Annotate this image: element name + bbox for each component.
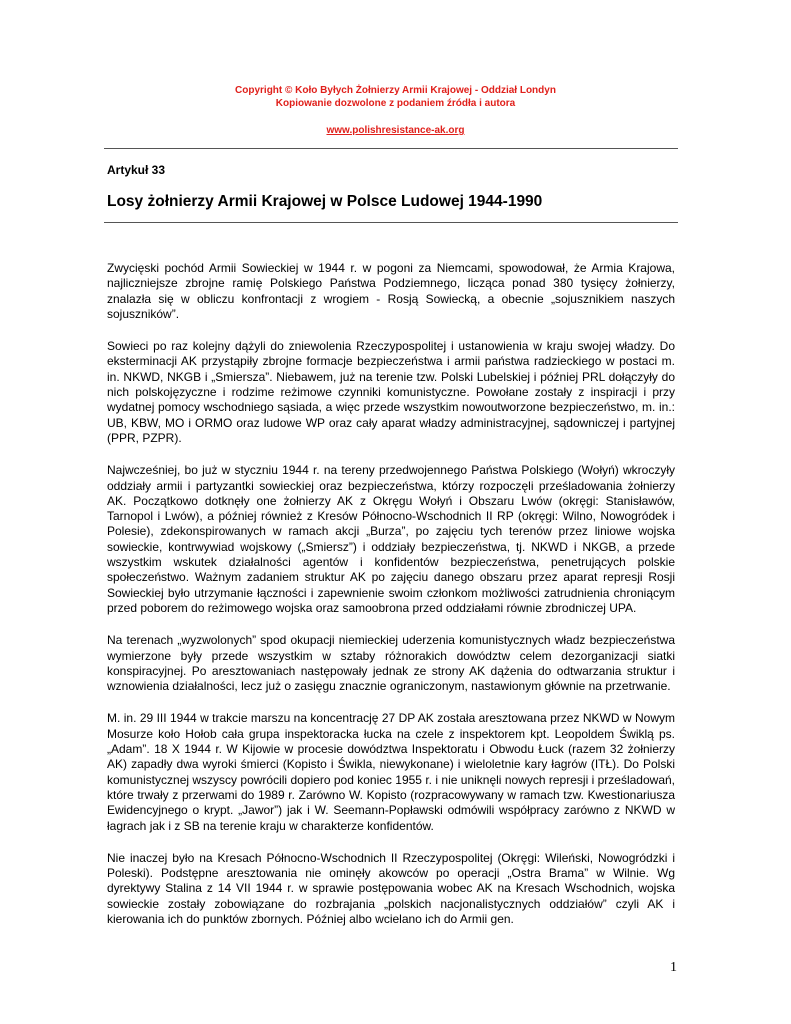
page-number: 1 <box>670 960 677 975</box>
article-number: Artykuł 33 <box>107 163 166 177</box>
website-link[interactable]: www.polishresistance-ak.org <box>326 125 465 136</box>
paragraph: Nie inaczej było na Kresach Północno-Wschodnich II Rzeczypospolitej (Okręgi: Wileński, Nowogródzki i Poleski). Podstępne aresztowania nie ominęły akowców po operacji „Ostra Brama” w Wilnie. Wg dyrektywy Stalina z 14 VII 1944 r. w sprawie postępowania wobec AK na Kresach Wschodnich, wojska sowieckie zostały zobowiązane do rozbrajania „polskich nacjonalistycznych oddziałów” czyli AK i kierowania ich do punktów zbornych. Później albo wcielano ich do Armii gen. <box>107 850 675 926</box>
copyright-line-1: Copyright © Koło Byłych Żołnierzy Armii Krajowej - Oddział Londyn <box>235 85 556 96</box>
title-divider <box>104 222 678 223</box>
paragraph: Najwcześniej, bo już w styczniu 1944 r. na tereny przedwojennego Państwa Polskiego (Wołyń) wkroczyły oddziały armii i partyzantki sowieckiej oraz bezpieczeństwa, którzy rozpoczęli prześladowania żołnierzy AK. Początkowo dotknęły one żołnierzy AK z Okręgu Wołyń i Obszaru Lwów (okręgi: Stanisławów, Tarnopol i Lwów), a później również z Kresów Północno-Wschodnich II RP (okręgi: Wilno, Nowogródek i Polesie), zdekonspirowanych w ramach akcji „Burza”, po zajęciu tych terenów przez liniowe wojska sowieckie, kontrwywiad wojskowy („Smiersz”) i oddziały bezpieczeństwa, tj. NKWD i NKGB, a przede wszystkim wskutek działalności agentów i konfidentów bezpieczeństwa, penetrujących polskie społeczeństwo. Ważnym zadaniem struktur AK po zajęciu danego obszaru przez aparat represji Rosji Sowieckiej było utrzymanie łączności i zapewnienie swoim członkom możliwości zatrudnienia chroniącym przed poborem do reżimowego wojska oraz samoobrona przed oddziałami równie zbrodniczej UPA. <box>107 463 675 615</box>
copyright-line-2: Kopiowanie dozwolone z podaniem źródła i autora <box>275 98 516 109</box>
website-line <box>0 124 791 137</box>
article-body <box>107 261 675 944</box>
header-divider <box>104 148 678 149</box>
paragraph: M. in. 29 III 1944 w trakcie marszu na koncentrację 27 DP AK została aresztowana przez NKWD w Nowym Mosurze koło Hołob cała grupa inspektoracka łucka na czele z inspektorem kpt. Leopoldem Świklą ps. „Adam”. 18 X 1944 r. W Kijowie w procesie dowództwa Inspektoratu i Obwodu Łuck (razem 32 żołnierzy AK) zapadły dwa wyroki śmierci (Kopisto i Świkla, niewykonane) i wieloletnie kary łagrów (ITŁ). Do Polski komunistycznej wszyscy powrócili dopiero pod koniec 1955 r. i nie uniknęli nowych represji i prześladowań, które trwały z przerwami do 1989 r. Zarówno W. Kopisto (rozpracowywany w ramach tzw. Kwestionariusza Ewidencyjnego o krypt. „Jawor”) jak i W. Seemann-Popławski odmówili współpracy zarówno z NKWD w łagrach jak i z SB na terenie kraju w charakterze konfidentów. <box>107 711 675 833</box>
article-title: Losy żołnierzy Armii Krajowej w Polsce Ludowej 1944-1990 <box>107 193 543 210</box>
paragraph: Sowieci po raz kolejny dążyli do zniewolenia Rzeczypospolitej i ustanowienia w kraju swojej władzy. Do eksterminacji AK przystąpiły zbrojne formacje bezpieczeństwa i armii państwa radzieckiego w postaci m. in. NKWD, NKGB i „Smiersza”. Niebawem, już na terenie tzw. Polski Lubelskiej i później PRL dołączyły do nich polskojęzyczne i rodzime reżimowe czynniki komunistyczne. Powołane zostały z inspiracji i przy wydatnej pomocy wschodniego sąsiada, a więc przede wszystkim nowoutworzone bezpieczeństwo, m. in.: UB, KBW, MO i ORMO oraz ludowe WP oraz cały aparat władzy administracyjnej, sądowniczej i partyjnej (PPR, PZPR). <box>107 339 675 445</box>
paragraph: Na terenach „wyzwolonych” spod okupacji niemieckiej uderzenia komunistycznych władz bezpieczeństwa wymierzone były przede wszystkim w sztaby różnorakich dowództw celem dezorganizacji siatki konspiracyjnej. Po aresztowaniach następowały jednak ze strony AK dążenia do odtwarzania struktur i wznowienia działalności, lecz już o zasięgu znacznie ograniczonym, nastawionym głównie na przetrwanie. <box>107 633 675 694</box>
copyright-notice <box>0 84 791 110</box>
paragraph: Zwycięski pochód Armii Sowieckiej w 1944 r. w pogoni za Niemcami, spowodował, że Armia Krajowa, najliczniejsze zbrojne ramię Polskiego Państwa Podziemnego, licząca ponad 380 tysięcy żołnierzy, znalazła się w obliczu konfrontacji z wrogiem - Rosją Sowiecką, a obecnie „sojusznikiem naszych sojuszników”. <box>107 261 675 321</box>
